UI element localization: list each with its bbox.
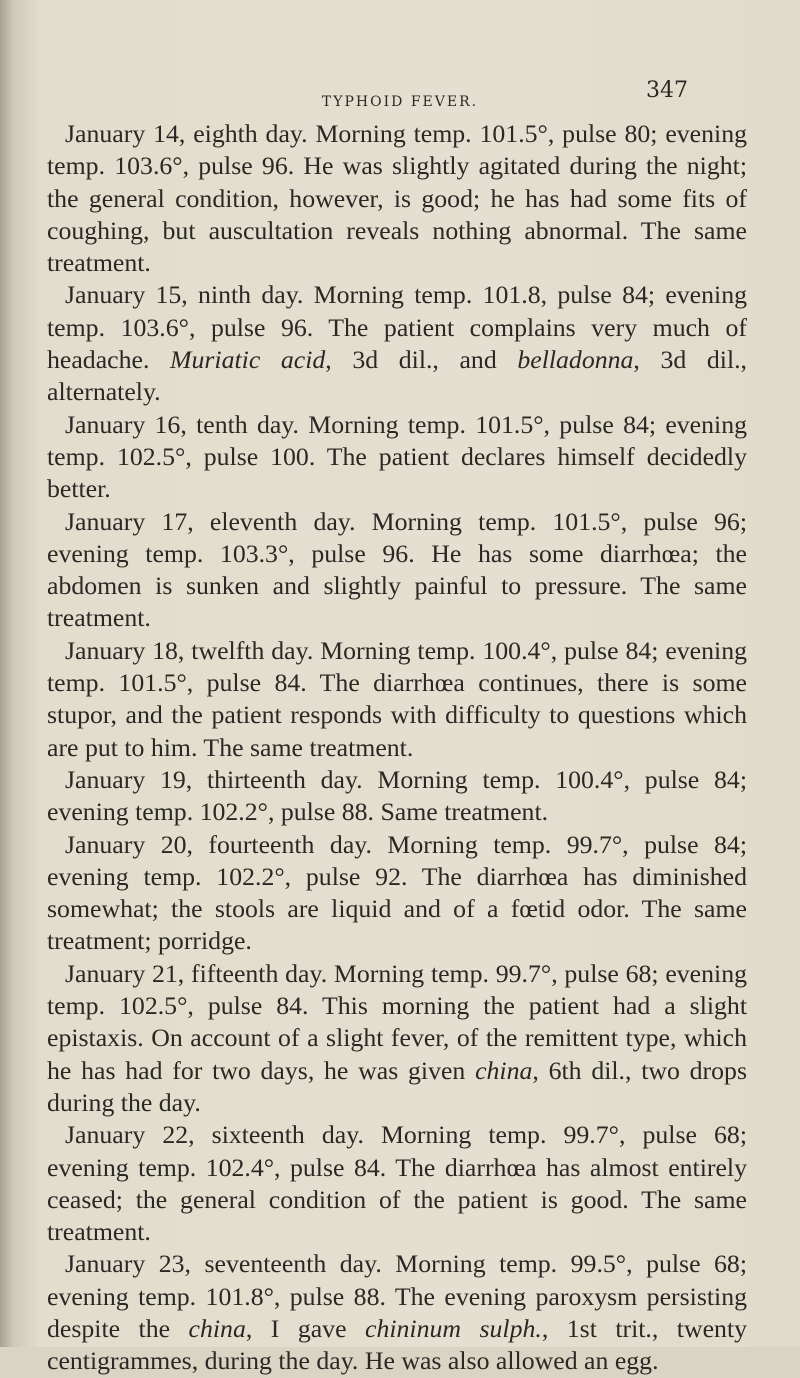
running-head [0, 76, 800, 116]
paragraph-jan-19: January 19, thirteenth day. Morning temp. 100.4°, pulse 84; evening temp. 102.2°, pulse 88. Same treatment. [47, 764, 747, 827]
page-number: 347 [646, 78, 688, 103]
paragraph-jan-16: January 16, tenth day. Morning temp. 101.5°, pulse 84; evening temp. 102.5°, pulse 100. The patient declares himself decidedly better. [47, 409, 747, 504]
paragraph-jan-17: January 17, eleventh day. Morning temp. 101.5°, pulse 96; evening temp. 103.3°, pulse 96. He has some diarrhœa; the abdomen is sunken and slightly painful to pressure. The same treatment. [47, 506, 747, 633]
paragraph-jan-15: January 15, ninth day. Morning temp. 101.8, pulse 84; evening temp. 103.6°, pulse 96. The patient complains very much of headache. Muriatic acid, 3d dil., and belladonna, 3d dil., alternately. [47, 280, 748, 407]
paragraph-jan-23: January 23, seventeenth day. Morning temp. 99.5°, pulse 68; evening temp. 101.8°, pulse 88. The evening paroxysm persisting despite the china, I gave chininum sulph., 1st trit., twenty centigrammes, during the day. He was also allowed an egg. [47, 1249, 748, 1376]
paragraph-jan-22: January 22, sixteenth day. Morning temp. 99.7°, pulse 68; evening temp. 102.4°, pulse 84. The diarrhœa has almost entirely ceased; the general condition of the patient is good. The same treatment. [47, 1120, 747, 1247]
body-text [47, 118, 747, 1378]
paragraph-jan-21: January 21, fifteenth day. Morning temp. 99.7°, pulse 68; evening temp. 102.5°, pulse 84. This morning the patient had a slight epistaxis. On account of a slight fever, of the remittent type, which he has had for two days, he was given china, 6th dil., two drops during the day. [47, 958, 747, 1117]
running-title: TYPHOID FEVER. [321, 94, 479, 110]
paragraph-jan-14: January 14, eighth day. Morning temp. 101.5°, pulse 80; evening temp. 103.6°, pulse 96. He was slightly agitated during the night; the general condition, however, is good; he has had some fits of coughing, but auscultation reveals nothing abnormal. The same treatment. [47, 119, 747, 278]
paragraph-jan-18: January 18, twelfth day. Morning temp. 100.4°, pulse 84; evening temp. 101.5°, pulse 84. The diarrhœa continues, there is some stupor, and the patient responds with difficulty to questions which are put to him. The same treatment. [47, 635, 747, 762]
paragraph-jan-20: January 20, fourteenth day. Morning temp. 99.7°, pulse 84; evening temp. 102.2°, pulse 92. The diarrhœa has diminished somewhat; the stools are liquid and of a fœtid odor. The same treatment; porridge. [47, 829, 747, 956]
